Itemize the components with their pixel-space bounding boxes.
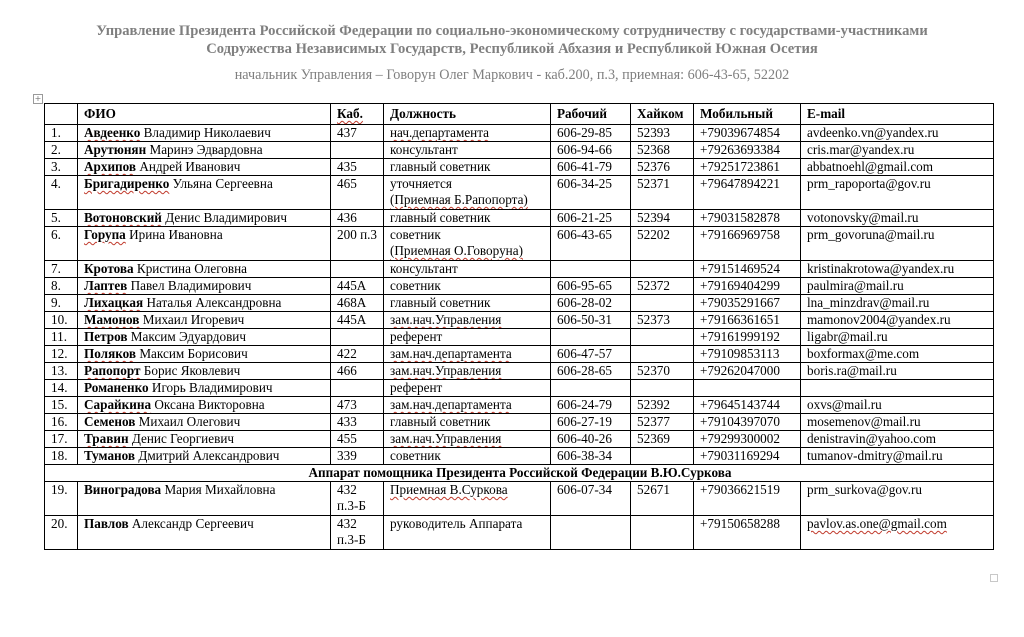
position: зам.нач.Управления [384, 312, 551, 329]
work-phone: 606-41-79 [551, 159, 631, 176]
work-phone: 606-40-26 [551, 431, 631, 448]
position: советник [384, 448, 551, 465]
person-name: Травин Денис Георгиевич [78, 431, 331, 448]
position: советник (Приемная О.Говоруна) [384, 227, 551, 261]
person-name: Романенко Игорь Владимирович [78, 380, 331, 397]
mobile-phone: +79039674854 [694, 125, 801, 142]
work-phone: 606-47-57 [551, 346, 631, 363]
table-row [45, 295, 994, 312]
table-row [45, 397, 994, 414]
mobile-phone: +79166969758 [694, 227, 801, 261]
row-number: 17. [45, 431, 78, 448]
work-phone [551, 516, 631, 550]
work-phone: 606-43-65 [551, 227, 631, 261]
col-room-header: Каб. [331, 104, 384, 125]
email-link[interactable]: prm_surkova@gov.ru [801, 482, 994, 516]
header-line-3: начальник Управления – Говорун Олег Маркович - каб.200, п.3, приемная: 606-43-65, 52202 [234, 67, 790, 83]
email-link[interactable]: prm_rapoporta@gov.ru [801, 176, 994, 210]
table-row [45, 516, 994, 550]
row-number: 12. [45, 346, 78, 363]
hk-phone: 52368 [631, 142, 694, 159]
email-link[interactable]: boris.ra@mail.ru [801, 363, 994, 380]
mobile-phone: +79035291667 [694, 295, 801, 312]
person-name: Кротова Кристина Олеговна [78, 261, 331, 278]
row-number: 6. [45, 227, 78, 261]
row-number: 4. [45, 176, 78, 210]
work-phone: 606-28-02 [551, 295, 631, 312]
position: главный советник [384, 159, 551, 176]
position: зам.нач.Управления [384, 363, 551, 380]
contacts-table [44, 103, 994, 550]
hk-phone: 52373 [631, 312, 694, 329]
table-row [45, 431, 994, 448]
table-row [45, 329, 994, 346]
row-number: 5. [45, 210, 78, 227]
email-link[interactable]: mamonov2004@yandex.ru [801, 312, 994, 329]
mobile-phone: +79647894221 [694, 176, 801, 210]
email-link[interactable]: ligabr@mail.ru [801, 329, 994, 346]
person-name: Поляков Максим Борисович [78, 346, 331, 363]
work-phone [551, 380, 631, 397]
email-link[interactable]: tumanov-dmitry@mail.ru [801, 448, 994, 465]
table-body [45, 125, 994, 550]
person-name: Павлов Александр Сергеевич [78, 516, 331, 550]
room-number: 437 [331, 125, 384, 142]
hk-phone: 52371 [631, 176, 694, 210]
header-line-2: Содружества Независимых Государств, Республикой Абхазия и Республикой Южная Осетия [206, 41, 818, 57]
hk-phone: 52376 [631, 159, 694, 176]
email-link[interactable]: lna_minzdrav@mail.ru [801, 295, 994, 312]
room-number: 473 [331, 397, 384, 414]
person-name: Петров Максим Эдуардович [78, 329, 331, 346]
mobile-phone: +79151469524 [694, 261, 801, 278]
row-number: 8. [45, 278, 78, 295]
email-link[interactable]: prm_govoruna@mail.ru [801, 227, 994, 261]
hk-phone: 52392 [631, 397, 694, 414]
col-position-header: Должность [384, 104, 551, 125]
work-phone: 606-94-66 [551, 142, 631, 159]
table-row [45, 125, 994, 142]
room-number: 465 [331, 176, 384, 210]
position: нач.департамента [384, 125, 551, 142]
mobile-phone [694, 380, 801, 397]
person-name: Туманов Дмитрий Александрович [78, 448, 331, 465]
room-number: 445А [331, 278, 384, 295]
position: главный советник [384, 210, 551, 227]
email-link[interactable]: avdeenko.vn@yandex.ru [801, 125, 994, 142]
col-num-header [45, 104, 78, 125]
email-link[interactable]: mosemenov@mail.ru [801, 414, 994, 431]
mobile-phone: +79166361651 [694, 312, 801, 329]
person-name: Семенов Михаил Олегович [78, 414, 331, 431]
position: главный советник [384, 414, 551, 431]
table-move-handle-icon[interactable]: + [34, 94, 42, 103]
email-link[interactable]: paulmira@mail.ru [801, 278, 994, 295]
row-number: 13. [45, 363, 78, 380]
table-row [45, 261, 994, 278]
email-link[interactable]: kristinakrotowa@yandex.ru [801, 261, 994, 278]
room-number [331, 380, 384, 397]
row-number: 2. [45, 142, 78, 159]
person-name: Сарайкина Оксана Викторовна [78, 397, 331, 414]
table-row [45, 448, 994, 465]
mobile-phone: +79161999192 [694, 329, 801, 346]
table-header-row [45, 104, 994, 125]
room-number: 435 [331, 159, 384, 176]
hk-phone [631, 380, 694, 397]
room-number: 466 [331, 363, 384, 380]
email-link[interactable]: denistravin@yahoo.com [801, 431, 994, 448]
table-row [45, 176, 994, 210]
hk-phone: 52671 [631, 482, 694, 516]
room-number: 432 п.3-Б [331, 516, 384, 550]
table-row [45, 227, 994, 261]
person-name: Лаптев Павел Владимирович [78, 278, 331, 295]
room-number [331, 261, 384, 278]
person-name: Виноградова Мария Михайловна [78, 482, 331, 516]
position: руководитель Аппарата [384, 516, 551, 550]
mobile-phone: +79150658288 [694, 516, 801, 550]
row-number: 14. [45, 380, 78, 397]
room-number: 433 [331, 414, 384, 431]
email-link[interactable]: cris.mar@yandex.ru [801, 142, 994, 159]
mobile-phone: +79251723861 [694, 159, 801, 176]
position: уточняется (Приемная Б.Рапопорта) [384, 176, 551, 210]
email-link[interactable]: pavlov.as.one@gmail.com [801, 516, 994, 550]
mobile-phone: +79262047000 [694, 363, 801, 380]
mobile-phone: +79109853113 [694, 346, 801, 363]
row-number: 16. [45, 414, 78, 431]
position: консультант [384, 142, 551, 159]
work-phone: 606-21-25 [551, 210, 631, 227]
table-row [45, 482, 994, 516]
room-number: 339 [331, 448, 384, 465]
work-phone: 606-24-79 [551, 397, 631, 414]
person-name: Рапопорт Борис Яковлевич [78, 363, 331, 380]
row-number: 3. [45, 159, 78, 176]
work-phone: 606-50-31 [551, 312, 631, 329]
hk-phone: 52394 [631, 210, 694, 227]
row-number: 18. [45, 448, 78, 465]
header-line-1: Управление Президента Российской Федерации по социально-экономическому сотрудничеству с государствами-участниками [96, 23, 928, 39]
room-number: 200 п.3 [331, 227, 384, 261]
person-name: Горупа Ирина Ивановна [78, 227, 331, 261]
person-name: Арутюнян Маринэ Эдвардовна [78, 142, 331, 159]
table-row [45, 142, 994, 159]
email-link[interactable]: boxformax@me.com [801, 346, 994, 363]
row-number: 10. [45, 312, 78, 329]
work-phone: 606-28-65 [551, 363, 631, 380]
position: референт [384, 380, 551, 397]
mobile-phone: +79036621519 [694, 482, 801, 516]
work-phone: 606-38-34 [551, 448, 631, 465]
mobile-phone: +79645143744 [694, 397, 801, 414]
hk-phone [631, 261, 694, 278]
row-number: 9. [45, 295, 78, 312]
table-row [45, 346, 994, 363]
mobile-phone: +79031169294 [694, 448, 801, 465]
mobile-phone: +79169404299 [694, 278, 801, 295]
room-number: 468А [331, 295, 384, 312]
position: зам.нач.департамента [384, 346, 551, 363]
table-row [45, 414, 994, 431]
room-number: 422 [331, 346, 384, 363]
mobile-phone: +79299300002 [694, 431, 801, 448]
position: зам.нач.Управления [384, 431, 551, 448]
row-number: 15. [45, 397, 78, 414]
room-number: 445А [331, 312, 384, 329]
row-number: 1. [45, 125, 78, 142]
person-name: Мамонов Михаил Игоревич [78, 312, 331, 329]
hk-phone: 52372 [631, 278, 694, 295]
position: советник [384, 278, 551, 295]
row-number: 7. [45, 261, 78, 278]
col-mobile-header: Мобильный [694, 104, 801, 125]
hk-phone [631, 346, 694, 363]
person-name: Авдеенко Владимир Николаевич [78, 125, 331, 142]
room-number: 432 п.3-Б [331, 482, 384, 516]
row-number: 11. [45, 329, 78, 346]
position: главный советник [384, 295, 551, 312]
mobile-phone: +79263693384 [694, 142, 801, 159]
row-number: 20. [45, 516, 78, 550]
work-phone: 606-29-85 [551, 125, 631, 142]
table-row [45, 210, 994, 227]
work-phone: 606-34-25 [551, 176, 631, 210]
hk-phone: 52393 [631, 125, 694, 142]
table-row [45, 380, 994, 397]
person-name: Лихацкая Наталья Александровна [78, 295, 331, 312]
email-link[interactable]: abbatnoehl@gmail.com [801, 159, 994, 176]
section-header-row [45, 465, 994, 482]
work-phone [551, 329, 631, 346]
table-row [45, 159, 994, 176]
hk-phone: 52369 [631, 431, 694, 448]
hk-phone [631, 516, 694, 550]
position: консультант [384, 261, 551, 278]
document-header [0, 22, 1024, 84]
hk-phone [631, 295, 694, 312]
person-name: Бригадиренко Ульяна Сергеевна [78, 176, 331, 210]
position: зам.нач.департамента [384, 397, 551, 414]
position: референт [384, 329, 551, 346]
hk-phone: 52370 [631, 363, 694, 380]
email-link[interactable]: votonovsky@mail.ru [801, 210, 994, 227]
room-number [331, 142, 384, 159]
work-phone: 606-95-65 [551, 278, 631, 295]
hk-phone [631, 448, 694, 465]
col-hk-header: Хайком [631, 104, 694, 125]
email-link[interactable]: oxvs@mail.ru [801, 397, 994, 414]
table-row [45, 312, 994, 329]
person-name: Вотоновский Денис Владимирович [78, 210, 331, 227]
col-email-header: E-mail [801, 104, 994, 125]
hk-phone: 52202 [631, 227, 694, 261]
mobile-phone: +79031582878 [694, 210, 801, 227]
email-link[interactable] [801, 380, 994, 397]
col-work-phone-header: Рабочий [551, 104, 631, 125]
col-fio-header: ФИО [78, 104, 331, 125]
work-phone [551, 261, 631, 278]
work-phone: 606-07-34 [551, 482, 631, 516]
person-name: Архипов Андрей Иванович [78, 159, 331, 176]
row-number: 19. [45, 482, 78, 516]
position: Приемная В.Суркова [384, 482, 551, 516]
hk-phone: 52377 [631, 414, 694, 431]
hk-phone [631, 329, 694, 346]
room-number: 436 [331, 210, 384, 227]
mobile-phone: +79104397070 [694, 414, 801, 431]
table-row [45, 278, 994, 295]
table-row [45, 363, 994, 380]
room-number [331, 329, 384, 346]
section-title: Аппарат помощника Президента Российской Федерации В.Ю.Суркова [45, 465, 994, 482]
table-resize-handle-icon[interactable] [990, 574, 998, 582]
work-phone: 606-27-19 [551, 414, 631, 431]
room-number: 455 [331, 431, 384, 448]
